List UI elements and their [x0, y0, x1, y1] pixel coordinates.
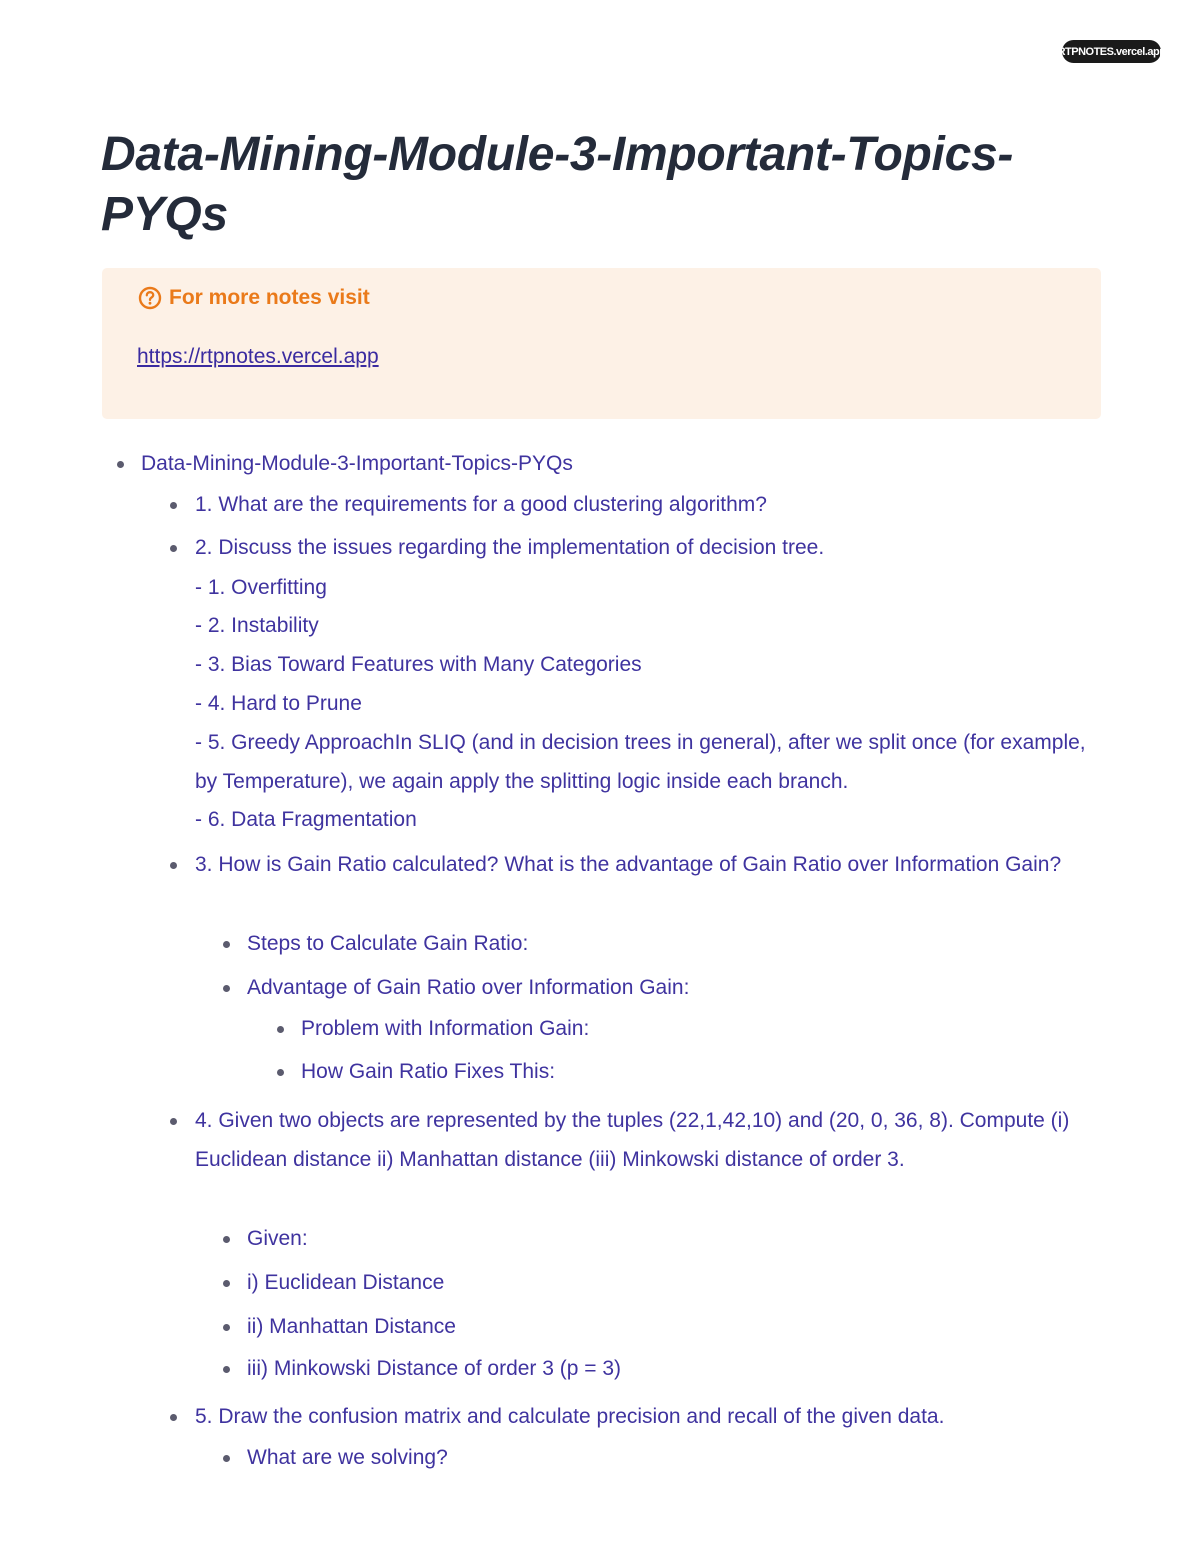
bullet-icon	[170, 545, 177, 552]
bullet-icon	[223, 985, 230, 992]
toc-q4-given[interactable]: Given:	[247, 1227, 308, 1250]
bullet-icon	[223, 1280, 230, 1287]
bullet-icon	[277, 1026, 284, 1033]
q2-item: - 5. Greedy ApproachIn SLIQ (and in decision trees in general), after we split once (for example, by Temperature), we again apply the splitting logic inside each branch.	[195, 731, 1086, 793]
q2-item: - 6. Data Fragmentation	[195, 808, 417, 831]
bullet-icon	[170, 502, 177, 509]
q2-item: - 3. Bias Toward Features with Many Categories	[195, 653, 642, 676]
bullet-icon	[170, 1118, 177, 1125]
toc-q3-problem[interactable]: Problem with Information Gain:	[301, 1017, 590, 1040]
bullet-icon	[170, 862, 177, 869]
toc-q4[interactable]: 4. Given two objects are represented by the tuples (22,1,42,10) and (20, 0, 36, 8). Compute (i) Euclidean distance ii) Manhattan distance (iii) Minkowski distance of order 3.	[195, 1109, 1070, 1171]
toc-q5[interactable]: 5. Draw the confusion matrix and calculate precision and recall of the given data.	[195, 1405, 945, 1428]
toc-q2[interactable]: 2. Discuss the issues regarding the implementation of decision tree.	[195, 536, 825, 559]
toc-q4-manhattan[interactable]: ii) Manhattan Distance	[247, 1315, 456, 1338]
toc-root[interactable]: Data-Mining-Module-3-Important-Topics-PYQs	[141, 452, 573, 475]
q2-item: - 1. Overfitting	[195, 576, 327, 599]
toc-q3-steps[interactable]: Steps to Calculate Gain Ratio:	[247, 932, 529, 955]
bullet-icon	[277, 1069, 284, 1076]
toc-q4-euclidean[interactable]: i) Euclidean Distance	[247, 1271, 445, 1294]
bullet-icon	[170, 1414, 177, 1421]
bullet-icon	[117, 461, 124, 468]
bullet-icon	[223, 941, 230, 948]
q2-item: - 2. Instability	[195, 614, 319, 637]
bullet-icon	[223, 1455, 230, 1462]
bullet-icon	[223, 1236, 230, 1243]
toc-q4-minkowski[interactable]: iii) Minkowski Distance of order 3 (p = 3)	[247, 1357, 622, 1380]
toc-q5-what[interactable]: What are we solving?	[247, 1446, 448, 1469]
q2-item: - 4. Hard to Prune	[195, 692, 362, 715]
bullet-icon	[223, 1324, 230, 1331]
bullet-icon	[223, 1366, 230, 1373]
callout-heading	[138, 286, 370, 310]
callout-box	[102, 268, 1101, 419]
toc-q3[interactable]: 3. How is Gain Ratio calculated? What is the advantage of Gain Ratio over Information Gain?	[195, 853, 1062, 876]
site-badge[interactable]: RTPNOTES.vercel.app	[1062, 40, 1161, 63]
toc-q3-fix[interactable]: How Gain Ratio Fixes This:	[301, 1060, 556, 1083]
page-title: Data-Mining-Module-3-Important-Topics-PYQs	[101, 128, 1014, 241]
notes-link[interactable]: https://rtpnotes.vercel.app	[137, 345, 379, 368]
callout-heading-text: For more notes visit	[169, 286, 370, 309]
question-circle-icon	[138, 286, 162, 310]
toc-q3-advantage[interactable]: Advantage of Gain Ratio over Information Gain:	[247, 976, 690, 999]
toc-q1[interactable]: 1. What are the requirements for a good clustering algorithm?	[195, 493, 767, 516]
